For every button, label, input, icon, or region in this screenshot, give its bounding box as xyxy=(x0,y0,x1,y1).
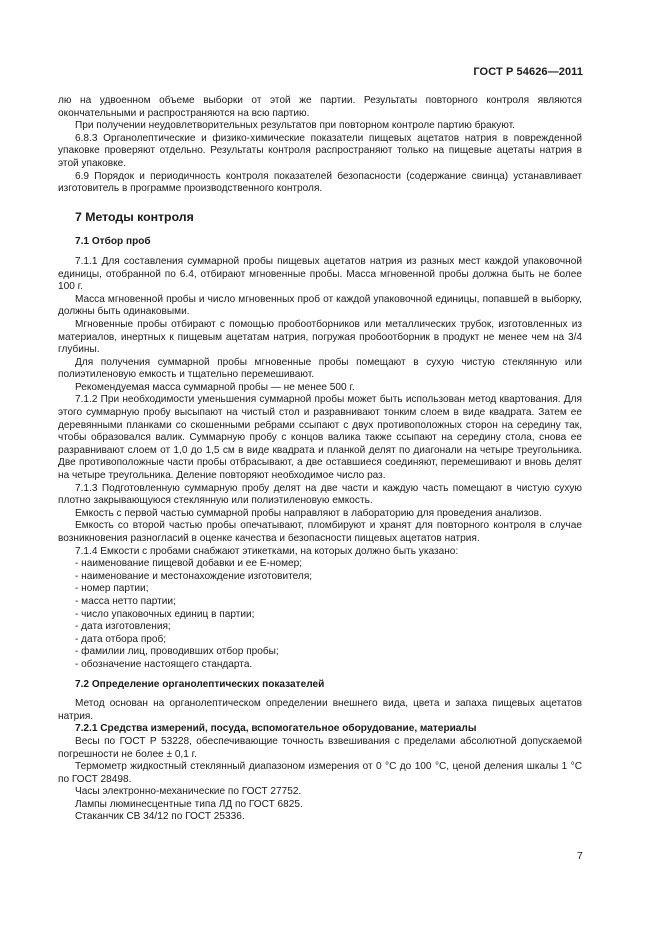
paragraph: 6.8.3 Органолептические и физико-химические показатели пищевых ацетатов натрия в поврежденной упаковке проверяют отдельно. Результаты контроля распространяют только на пищевые ацетаты натрия в этой упаковке. xyxy=(58,132,582,169)
paragraph: Метод основан на органолептическом определении внешнего вида, цвета и запаха пищевых ацетатов натрия. xyxy=(58,698,582,722)
list-item: - фамилии лиц, проводивших отбор пробы; xyxy=(75,646,279,658)
page-number: 7 xyxy=(577,850,583,862)
paragraph: Стаканчик СВ 34/12 по ГОСТ 25336. xyxy=(75,811,245,823)
paragraph: 7.1.3 Подготовленную суммарную пробу делят на две части и каждую часть помещают в чистую сухую плотно закрывающуюся стеклянную или полиэтиленовую емкость. xyxy=(58,482,582,507)
document-body xyxy=(58,95,582,824)
list-item: - масса нетто партии; xyxy=(75,595,176,607)
paragraph: 7.1.1 Для составления суммарной пробы пищевых ацетатов натрия из разных мест каждой упаковочной единицы, отобранной по 6.4, отбирают мгновенные пробы. Масса мгновенной пробы должна быть не более 100 г. xyxy=(58,255,582,293)
paragraph: Весы по ГОСТ Р 53228, обеспечивающие точность взвешивания с пределами абсолютной допускаемой погрешности не более ± 0,1 г. xyxy=(58,735,582,760)
paragraph: Рекомендуемая масса суммарной пробы — не менее 500 г. xyxy=(75,381,355,393)
list-item: - наименование пищевой добавки и ее Е-номер; xyxy=(75,558,303,570)
paragraph: лю на удвоенном объеме выборки от этой же партии. Результаты повторного контроля являются окончательными и распространяются на всю партию. xyxy=(58,95,582,119)
list-item: - обозначение настоящего стандарта. xyxy=(75,658,253,670)
subsection-heading: 7.2 Определение органолептических показателей xyxy=(75,678,325,690)
paragraph: Масса мгновенной пробы и число мгновенных проб от каждой упаковочной единицы, попавшей в выборку, должны быть одинаковыми. xyxy=(58,293,582,318)
paragraph: 7.1.2 При необходимости уменьшения суммарной пробы может быть использован метод квартования. Для этого суммарную пробу высыпают на чистый стол и разравнивают тонким слоем в виде квадрата. Затем ее деревянными планками со скошенными ребрами ссыпают с двух противоположных сторон на середину так, чтобы образовался валик. Суммарную пробу с концов валика также ссыпают на середину стола, снова ее разравнивают слоем от 1,0 до 1,5 см в виде квадрата и планкой делят по диагонали на четыре треугольника. Две противоположные части пробы отбрасывают, а две оставшиеся соединяют, перемешивают и вновь делят на четыре треугольника. Деление повторяют необходимое число раз. xyxy=(58,394,582,482)
subsubsection-heading: 7.2.1 Средства измерений, посуда, вспомогательное оборудование, материалы xyxy=(75,723,477,735)
paragraph: Емкость с первой частью суммарной пробы направляют в лабораторию для проведения анализов. xyxy=(75,507,542,519)
list-item: - номер партии; xyxy=(75,583,149,595)
list-item: - дата изготовления; xyxy=(75,621,171,633)
paragraph: Для получения суммарной пробы мгновенные пробы помещают в сухую чистую стеклянную или полиэтиленовую емкость и тщательно перемешивают. xyxy=(58,356,582,381)
section-heading: 7 Методы контроля xyxy=(75,209,194,224)
paragraph: 7.1.4 Емкости с пробами снабжают этикетками, на которых должно быть указано: xyxy=(75,545,459,557)
list-item: - число упаковочных единиц в партии; xyxy=(75,608,255,620)
paragraph: Термометр жидкостный стеклянный диапазоном измерения от 0 °С до 100 °С, ценой деления шкалы 1 °С по ГОСТ 28498. xyxy=(58,761,582,785)
paragraph: Мгновенные пробы отбирают с помощью пробоотборников или металлических трубок, изготовленных из материалов, инертных к пищевым ацетатам натрия, погружая пробоотборник в продукт не менее чем на 3/4 глубины. xyxy=(58,318,582,356)
paragraph: 6.9 Порядок и периодичность контроля показателей безопасности (содержание свинца) устанавливает изготовитель в программе производственного контроля. xyxy=(58,170,582,195)
list-item: - наименование и местонахождение изготовителя; xyxy=(75,570,313,582)
paragraph: Лампы люминесцентные типа ЛД по ГОСТ 6825. xyxy=(75,798,303,810)
paragraph: Часы электронно-механические по ГОСТ 27752. xyxy=(75,786,302,798)
paragraph: При получении неудовлетворительных результатов при повторном контроле партию бракуют. xyxy=(75,120,515,132)
standard-designation: ГОСТ Р 54626—2011 xyxy=(473,66,583,78)
subsection-heading: 7.1 Отбор проб xyxy=(75,236,151,248)
paragraph: Емкость со второй частью пробы опечатывают, пломбируют и хранят для повторного контроля в случае возникновения разногласий в оценке качества и безопасности пищевых ацетатов натрия. xyxy=(58,520,582,544)
list-item: - дата отбора проб; xyxy=(75,633,167,645)
